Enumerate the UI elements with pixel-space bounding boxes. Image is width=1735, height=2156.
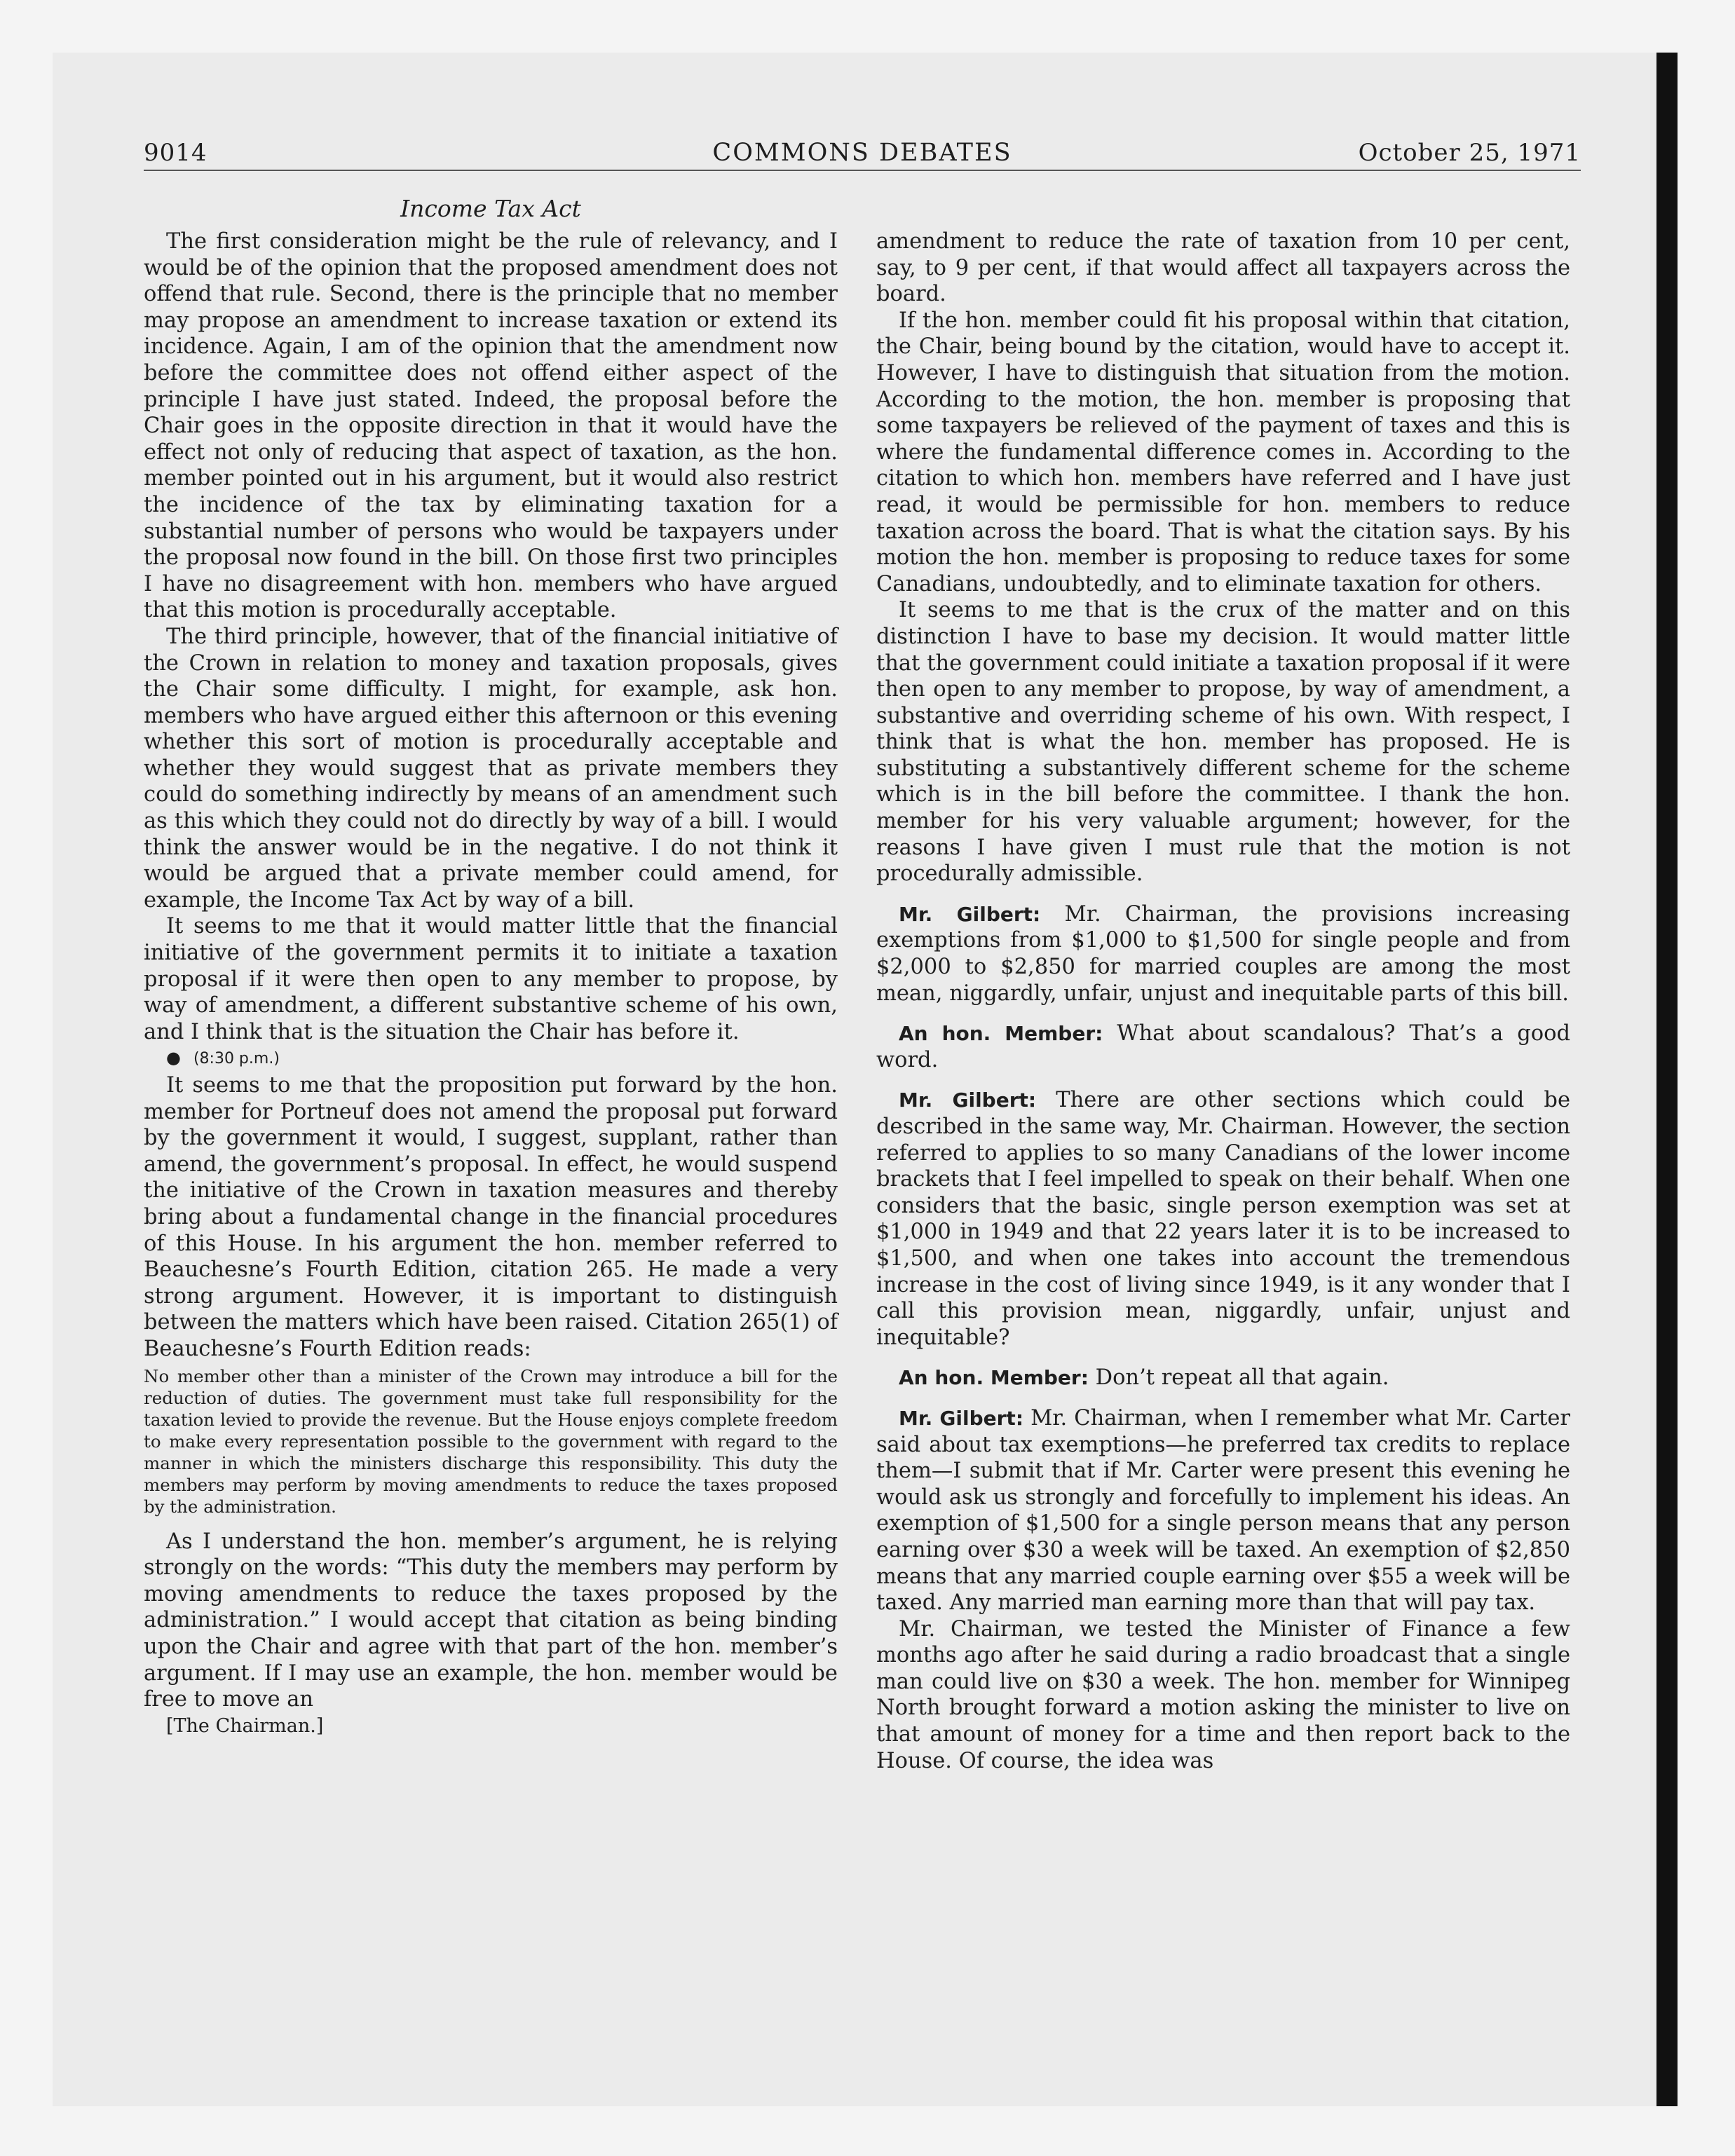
speech (876, 1405, 1570, 1616)
speech (876, 1021, 1570, 1073)
paragraph: As I understand the hon. member’s argument, he is relying strongly on the words: “This duty the members may perform by moving amendments to reduce the taxes proposed by the administration.” I would accept that citation as being binding upon the Chair and agree with that part of the hon. member’s argument. If I may use an example, the hon. member would be free to move an (144, 1529, 838, 1712)
speaker-name: An hon. Member: (899, 1022, 1103, 1046)
speech-text: Mr. Chairman, when I remember what Mr. Carter said about tax exemptions—he preferred tax credits to replace them—I submit that if Mr. Carter were present this evening he would ask us strongly and forcefully to implement his ideas. An exemption of $1,500 for a single person means that any person earning over $30 a week will be taxed. An exemption of $2,850 means that any married couple earning over $55 a week will be taxed. Any married man earning more than that will pay tax. (876, 1405, 1571, 1616)
paragraph: Mr. Chairman, we tested the Minister of Finance a few months ago after he said during a radio broadcast that a single man could live on $30 a week. The hon. member for Winnipeg North brought forward a motion asking the minister to live on that amount of money for a time and then report back to the House. Of course, the idea was (876, 1616, 1570, 1773)
page-header (144, 137, 1581, 171)
speech (876, 1365, 1570, 1391)
publication-title: COMMONS DEBATES (712, 139, 1012, 167)
paragraph: The first consideration might be the rule of relevancy, and I would be of the opinion that the proposed amendment does not offend that rule. Second, there is the principle that no member may propose an amendment to increase taxation or extend its incidence. Again, I am of the opinion that the amendment now before the committee does not offend either aspect of the principle I have just stated. Indeed, the proposal before the Chair goes in the opposite direction in that it would have the effect not only of reducing that aspect of taxation, as the hon. member pointed out in his argument, but it would also restrict the incidence of the tax by eliminating taxation for a substantial number of persons who would be taxpayers under the proposal now found in the bill. On those first two principles I have no disagreement with hon. members who have argued that this motion is procedurally acceptable. (144, 229, 838, 623)
speech-text: What about scandalous? That’s a good word. (876, 1021, 1570, 1072)
paragraph: It seems to me that is the crux of the matter and on this distinction I have to base my decision. It would matter little that the government could initiate a taxation proposal if it were then open to any member to propose, by way of amendment, a substantive and overriding scheme of his own. With respect, I think that is what the hon. member has proposed. He is substituting a substantively different scheme for the scheme which is in the bill before the committee. I thank the hon. member for his very valuable argument; however, for the reasons I have given I must rule that the motion is not procedurally admissible. (876, 598, 1570, 887)
speech (876, 901, 1570, 1007)
paragraph: amendment to reduce the rate of taxation from 10 per cent, say, to 9 per cent, if that would affect all taxpayers across the board. (876, 229, 1570, 307)
left-column (144, 228, 838, 1739)
paragraph: If the hon. member could fit his proposal within that citation, the Chair, being bound by the citation, would have to accept it. However, I have to distinguish that situation from the motion. According to the motion, the hon. member is proposing that some taxpayers be relieved of the payment of taxes and this is where the fundamental difference comes in. According to the citation to which hon. members have referred and I have just read, it would be permissible for hon. members to reduce taxation across the board. That is what the citation says. By his motion the hon. member is proposing to reduce taxes for some Canadians, undoubtedly, and to eliminate taxation for others. (876, 308, 1570, 596)
speaker-name: Mr. Gilbert: (899, 1089, 1037, 1112)
scan-binding-edge (1656, 53, 1678, 2106)
paragraph: The third principle, however, that of the financial initiative of the Crown in relation to money and taxation proposals, gives the Chair some difficulty. I might, for example, ask hon. members who have argued either this afternoon or this evening whether this sort of motion is procedurally acceptable and whether they would suggest that as private members they could do something indirectly by means of an amendment such as this which they could not do directly by way of a bill. I would think the answer would be in the negative. I do not think it would be argued that a private member could amend, for example, the Income Tax Act by way of a bill. (144, 624, 838, 913)
paragraph: It seems to me that it would matter little that the financial initiative of the government permits it to initiate a taxation proposal if it were then open to any member to propose, by way of amendment, a different substantive scheme of his own, and I think that is the situation the Chair has before it. (144, 914, 838, 1044)
time-marker (144, 1045, 838, 1072)
paragraph: It seems to me that the proposition put forward by the hon. member for Portneuf does not amend the proposal put forward by the government it would, I suggest, supplant, rather than amend, the government’s proposal. In effect, he would suspend the initiative of the Crown in taxation measures and thereby bring about a fundamental change in the financial procedures of this House. In his argument the hon. member referred to Beauchesne’s Fourth Edition, citation 265. He made a very strong argument. However, it is important to distinguish between the matters which have been raised. Citation 265(1) of Beauchesne’s Fourth Edition reads: (144, 1073, 838, 1361)
speech (876, 1087, 1570, 1351)
time-marker-text: (8:30 p.m.) (193, 1050, 280, 1068)
speech-text: Don’t repeat all that again. (1088, 1365, 1389, 1391)
speech-text: There are other sections which could be described in the same way, Mr. Chairman. However, the section referred to applies to so many Canadians of the lower income brackets that I feel impelled to speak on their behalf. When one considers that the basic, single person exemption was set at $1,000 in 1949 and that 22 years later it is to be increased to $1,500, and when one takes into account the tremendous increase in the cost of living since 1949, is it any wonder that I call this provision mean, niggardly, unfair, unjust and inequitable? (876, 1088, 1570, 1350)
right-column (876, 228, 1570, 1774)
speech-text: Mr. Chairman, the provisions increasing exemptions from $1,000 to $1,500 for single people and from $2,000 to $2,850 for married couples are among the most mean, niggardly, unfair, unjust and inequitable parts of this bill. (876, 901, 1571, 1006)
speaker-name: Mr. Gilbert: (899, 1406, 1024, 1430)
bullet-icon: ● (166, 1048, 181, 1068)
page-number: 9014 (144, 139, 207, 167)
speaker-name: An hon. Member: (899, 1366, 1089, 1390)
publication-date: October 25, 1971 (1358, 139, 1581, 167)
speaker-name: Mr. Gilbert: (899, 902, 1041, 926)
speaker-signature: [The Chairman.] (166, 1714, 324, 1737)
citation-quote: No member other than a minister of the Crown may introduce a bill for the reduction of duties. The government must take full responsibility for the taxation levied to provide the revenue. But the House enjoys complete freedom to make every representation possible to the government with regard to the manner in which the ministers discharge this responsibility. This duty the members may perform by moving amendments to reduce the taxes proposed by the administration. (144, 1365, 838, 1517)
running-title: Income Tax Act (400, 195, 581, 222)
